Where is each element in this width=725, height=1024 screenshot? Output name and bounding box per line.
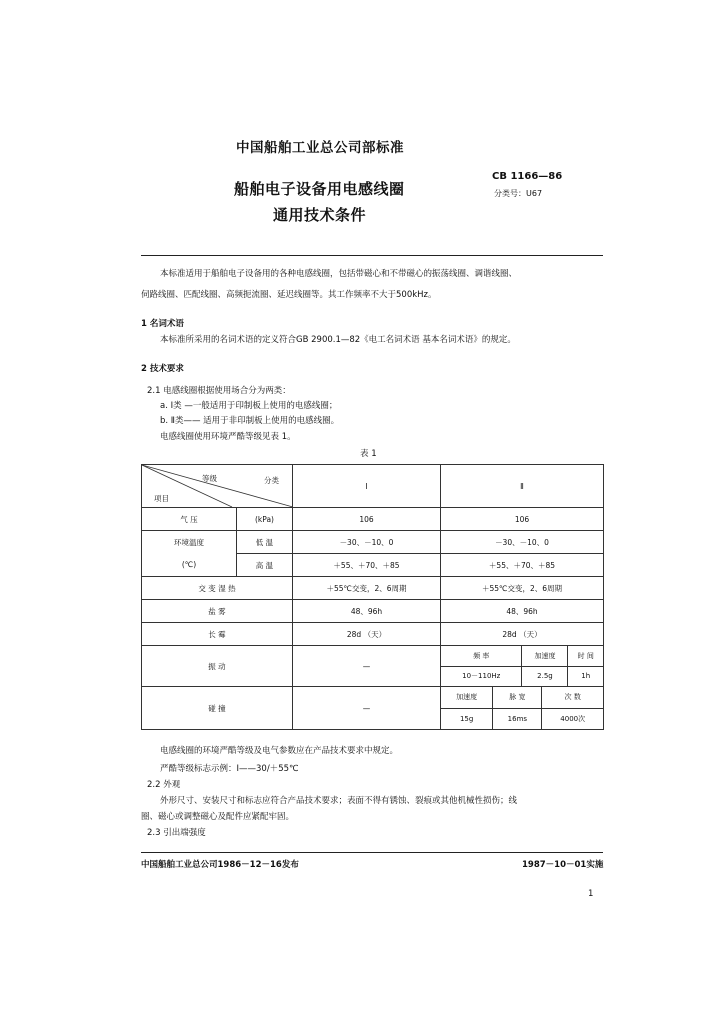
low-temp-class2: －30、－10、0 [441, 531, 604, 554]
clause-2-1: 2.1 电感线圈根据使用场合分为两类： [147, 386, 291, 396]
mold-class2: 28d （天） [441, 623, 604, 646]
environment-severity-table [141, 464, 604, 730]
row-humid-heat-label: 交 变 湿 热 [142, 577, 293, 600]
severity-note: 电感线圈的环境严酷等级及电气参数应在产品技术要求中规定。 [160, 746, 399, 756]
bump-header-acceleration: 加速度 [441, 687, 493, 708]
clause-2-2-heading: 2.2 外观 [147, 780, 181, 790]
table-caption: 表 1 [360, 449, 377, 459]
vib-value-frequency: 10－110Hz [441, 666, 522, 686]
env-severity-note: 电感线圈使用环境严酷等级见表 1。 [160, 432, 296, 442]
row-low-temp-label: 低 温 [237, 531, 293, 554]
row-bump-label: 碰 撞 [142, 687, 293, 730]
vib-header-acceleration: 加速度 [522, 646, 568, 666]
high-temp-class2: ＋55、＋70、＋85 [441, 554, 604, 577]
humid-heat-class1: ＋55℃交变，2、6周期 [293, 577, 441, 600]
column-class-1: Ⅰ [293, 465, 441, 508]
row-pressure-label: 气 压 [142, 508, 237, 531]
salt-fog-class1: 48、96h [293, 600, 441, 623]
corner-label-item: 项目 [154, 494, 169, 503]
issuing-organization: 中国船舶工业总公司部标准 [236, 140, 404, 156]
corner-label-grade: 等级 [202, 474, 217, 483]
standard-code: CB 1166—86 [492, 171, 563, 182]
bump-class2-cell [441, 687, 604, 730]
row-pressure-unit: (kPa) [237, 508, 293, 531]
salt-fog-class2: 48、96h [441, 600, 604, 623]
bump-class1: — [293, 687, 441, 730]
bump-value-pulse-width: 16ms [493, 708, 542, 729]
clause-2-3-heading: 2.3 引出端强度 [147, 828, 206, 838]
issue-date: 中国船舶工业总公司1986－12－16发布 [141, 860, 299, 870]
row-temp-label: 环境温度 [142, 531, 237, 554]
clause-2-2-text-line1: 外形尺寸、安装尺寸和标志应符合产品技术要求；表面不得有锈蚀、裂痕或其他机械性损伤；线 [160, 796, 518, 806]
classification-number: 分类号：U67 [494, 189, 543, 198]
document-title-line2: 通用技术条件 [273, 206, 367, 224]
section1-heading: 1 名词术语 [141, 319, 184, 329]
low-temp-class1: －30、－10、0 [293, 531, 441, 554]
vibration-subtable [441, 646, 603, 686]
row-salt-fog-label: 盐 雾 [142, 600, 293, 623]
vib-value-time: 1h [568, 666, 603, 686]
clause-2-2-text-line2: 圈、磁心或调整磁心及配件应紧配牢固。 [141, 812, 295, 822]
high-temp-class1: ＋55、＋70、＋85 [293, 554, 441, 577]
class-b-item: b. Ⅱ类—— 适用于非印制板上使用的电感线圈。 [160, 416, 340, 426]
bump-header-pulse-width: 脉 宽 [493, 687, 542, 708]
vib-header-frequency: 频 率 [441, 646, 522, 666]
mold-class1: 28d （天） [293, 623, 441, 646]
bump-value-acceleration: 15g [441, 708, 493, 729]
vib-value-acceleration: 2.5g [522, 666, 568, 686]
page-number: 1 [588, 889, 594, 899]
vibration-class1: — [293, 646, 441, 687]
section1-text: 本标准所采用的名词术语的定义符合GB 2900.1—82《电工名词术语 基本名词术语》的规定。 [160, 335, 516, 345]
bump-subtable [441, 687, 603, 729]
row-high-temp-label: 高 温 [237, 554, 293, 577]
effective-date: 1987－10－01实施 [522, 860, 604, 870]
header-divider [141, 255, 603, 256]
intro-line1: 本标准适用于船舶电子设备用的各种电感线圈，包括带磁心和不带磁心的振荡线圈、调谐线圈、 [160, 269, 518, 279]
column-class-2: Ⅱ [441, 465, 604, 508]
bump-value-count: 4000次 [542, 708, 603, 729]
section2-heading: 2 技术要求 [141, 364, 184, 374]
row-vibration-label: 振 动 [142, 646, 293, 687]
footer-divider [141, 852, 603, 853]
severity-example: 严酷等级标志示例：Ⅰ——30/＋55℃ [160, 764, 299, 774]
row-mold-label: 长 霉 [142, 623, 293, 646]
row-temp-unit: (℃) [142, 554, 237, 577]
table-corner-header [142, 465, 293, 508]
class-a-item: a. Ⅰ类 —一般适用于印制板上使用的电感线圈； [160, 401, 338, 411]
document-title-line1: 船舶电子设备用电感线圈 [234, 180, 405, 198]
intro-line2: 伺路线圈、匹配线圈、高频扼流圈、延迟线圈等。其工作频率不大于500kHz。 [141, 290, 437, 300]
corner-label-class: 分类 [264, 476, 279, 485]
bump-header-count: 次 数 [542, 687, 603, 708]
pressure-class2: 106 [441, 508, 604, 531]
pressure-class1: 106 [293, 508, 441, 531]
vibration-class2-cell [441, 646, 604, 687]
vib-header-time: 时 间 [568, 646, 603, 666]
humid-heat-class2: ＋55℃交变，2、6周期 [441, 577, 604, 600]
